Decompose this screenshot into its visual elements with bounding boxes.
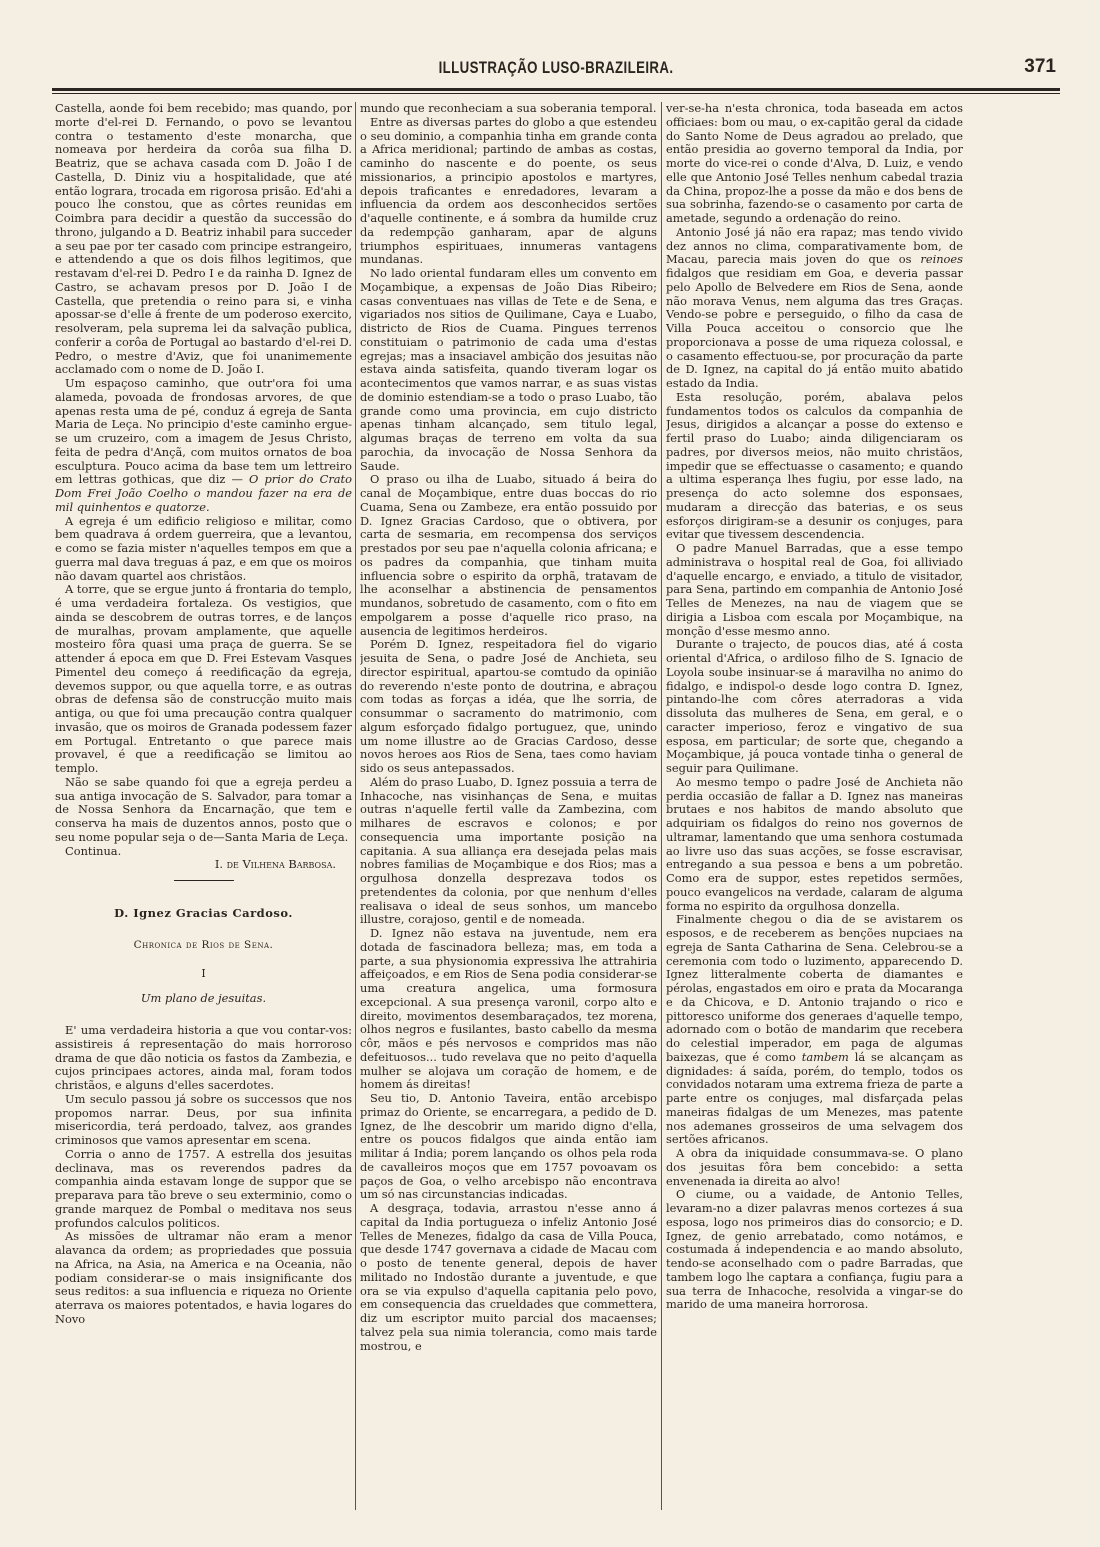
inscription-quote: O prior do Crato Dom Frei João Coelho o mandou fazer na era de mil quinhentos e quatorze. bbox=[55, 472, 352, 514]
column-2 bbox=[360, 102, 657, 1512]
paragraph-text: Um espaçoso caminho, que outr'ora foi uma alameda, povoada de frondosas arvores, de que apenas resta uma de pé, conduz á egreja de Santa Maria de Leça. No principio d'este caminho ergue-se um cruzeiro, com a imagem de Jesus Christo, feita de pedra d'Ançã, com muitos ornatos de boa esculptura. Pouco acima da base tem um lettreiro em lettras gothicas, que diz — bbox=[55, 376, 352, 487]
paragraph: O ciume, ou a vaidade, de Antonio Telles, levaram-no a dizer palavras menos cortezes á sua esposa, logo nos primeiros dias do consorcio; e D. Ignez, de genio arrebatado, como notámos, e costumada á independencia e ao mando absoluto, tendo-se aconselhado com o padre Barradas, que tambem logo lhe captara a confiança, fugiu para a sua terra de Inhacoche, resolvida a vingar-se do marido de uma maneira horrorosa. bbox=[666, 1187, 963, 1312]
paragraph bbox=[55, 377, 352, 515]
column-3 bbox=[666, 102, 963, 1512]
chapter-number: I bbox=[201, 966, 206, 980]
paragraph-text: Antonio José já não era rapaz; mas tendo vivido dez annos no clima, comparativamente bom, de Macau, parecia mais joven do que os bbox=[666, 224, 963, 267]
paragraph: mundo que reconheciam a sua soberania temporal. bbox=[360, 102, 657, 115]
paragraph bbox=[666, 913, 963, 1147]
paragraph: Castella, aonde foi bem recebido; mas quando, por morte d'el-rei D. Fernando, o povo se levantou contra o testamento d'este monarcha, que nomeava por herdeira da corôa sua filha D. Beatriz, que se achava casada com D. João I de Castella, D. Diniz viu a hospitalidade, que até então lograra, trocada em rigorosa prisão. Ed'ahi a pouco lhe constou, que as côrtes reunidas em Coimbra para decidir a questão da successão do throno, julgando a D. Beatriz inhabil para succeder a seu pae por ter casado com principe estrangeiro, e attendendo a que os dois filhos legitimos, que restavam d'el-rei D. Pedro I e da rainha D. Ignez de Castro, se achavam presos por D. João I de Castella, que pretendia o reino para si, e vinha apossar-se d'elle á frente de um poderoso exercito, resolveram, pela suprema lei da salvação publica, conferir a corôa de Portugal ao bastardo d'el-rei D. Pedro, o mestre d'Aviz, que foi unanimemente acclamado com o nome de D. João I. bbox=[55, 102, 352, 377]
paragraph: A torre, que se ergue junto á frontaria do templo, é uma verdadeira fortaleza. Os vestigios, que ainda se descobrem de outras torres, e de lanços de muralhas, provam amplamente, que aquelle mosteiro fôra quasi uma praça de guerra. Se se attender á epoca em que D. Frei Estevam Vasques Pimentel deu começo á reedificação da egreja, devemos suppor, ou que aquella torre, e as outras obras de defensa são de construcção muito mais antiga, ou que foi uma precaução contra qualquer invasão, que os moiros de Granada podessem fazer em Portugal. Entretanto o que parece mais provavel, é que a reedificação se limitou ao templo. bbox=[55, 582, 352, 775]
paragraph: Porém D. Ignez, respeitadora fiel do vigario jesuita de Sena, o padre José de Anchieta, seu director espiritual, apartou-se comtudo da opinião do reverendo n'este ponto de doutrina, e abraçou com todas as forças a idéa, que lhe sorria, de consummar o sacramento do matrimonio, com algum esforçado fidalgo portuguez, que, unindo um nome illustre ao de Gracias Cardoso, desse novos heroes aos Rios de Sena, taes como haviam sido os seus antepassados. bbox=[360, 637, 657, 775]
paragraph: D. Ignez não estava na juventude, nem era dotada de fascinadora belleza; mas, em toda a parte, a sua physionomia expressiva lhe attrahiria affeiçoados, e em Rios de Sena podia considerar-se uma creatura angelica, uma formosura excepcional. A sua presença varonil, corpo alto e direito, movimentos desembaraçados, tez morena, olhos negros e fusilantes, basto cabello da mesma côr, mãos e pés nervosos e compridos mas não defeituosos... tudo revelava que no peito d'aquella mulher se alojava um coração de homem, e de homem ás direitas! bbox=[360, 926, 657, 1092]
emphasis-word: tambem bbox=[801, 1049, 849, 1064]
column-divider-2 bbox=[661, 102, 662, 1510]
article-separator bbox=[174, 880, 234, 881]
paragraph: Entre as diversas partes do globo a que estendeu o seu dominio, a companhia tinha em grande conta a Africa meridional; partindo de ambas as costas, caminho do nascente e do poente, os seus missionarios, a principio apostolos e martyres, depois traficantes e enredadores, levaram a influencia da ordem aos desconhecidos sertões d'aquelle continente, e á sombra da humilde cruz da redempção ganharam, apar de alguns triumphos espirituaes, innumeras vantagens mundanas. bbox=[360, 114, 657, 267]
paragraph: O praso ou ilha de Luabo, situado á beira do canal de Moçambique, entre duas boccas do rio Cuama, Sena ou Zambeze, era então possuido por D. Ignez Gracias Cardoso, que o obtivera, por carta de sesmaria, em recompensa dos serviços prestados por seu pae n'aquella colonia africana; e os padres da companhia, que tinham muita influencia sobre o espirito da orphã, tratavam de lhe aconselhar a abstinencia de pensamentos mundanos, sobretudo de casamento, com o fito em empolgarem a posse d'aquelle rico praso, na ausencia de legitimos herdeiros. bbox=[360, 472, 657, 638]
column-1 bbox=[55, 102, 352, 1512]
column-divider-1 bbox=[355, 102, 356, 1510]
paragraph: Seu tio, D. Antonio Taveira, então arcebispo primaz do Oriente, se encarregara, a pedido de D. Ignez, de lhe descobrir um marido digno d'ella, entre os poucos fidalgos que ainda então iam militar á India; porem lançando os olhos pela roda de cavalleiros moços que em 1757 povoavam os paços de Goa, o velho arcebispo não encontrava um só nas circunstancias indicadas. bbox=[360, 1091, 657, 1202]
emphasis-word: reinoes bbox=[920, 252, 963, 267]
paragraph: Não se sabe quando foi que a egreja perdeu a sua antiga invocação de S. Salvador, para tomar a de Nossa Senhora da Encarnação, que tem e conserva ha mais de duzentos annos, posto que o seu nome popular seja o de—Santa Maria de Leça. bbox=[55, 774, 352, 844]
publication-title: ILLUSTRAÇÃO LUSO-BRAZILEIRA. bbox=[438, 58, 674, 77]
paragraph: E' uma verdadeira historia a que vou contar-vos: assistireis á representação do mais horroroso drama de que dão noticia os fastos da Zambezia, e cujos principaes actores, ainda mal, foram todos christãos, e alguns d'elles sacerdotes. bbox=[55, 1023, 352, 1092]
paragraph: No lado oriental fundaram elles um convento em Moçambique, a expensas de João Dias Ribeiro; casas conventuaes nas villas de Tete e de Sena, e vigariados nos sitios de Quilimane, Caya e Luabo, districto de Rios de Cuama. Pingues terrenos constituiam o patrimonio de cada uma d'estas egrejas; mas a insaciavel ambição dos jesuitas não estava ainda satisfeita, quando tiveram logar os acontecimentos que vamos narrar, e as suas vistas de dominio estendiam-se a todo o praso Luabo, tão grande como uma provincia, em cujo districto apenas tinham alcançado, sem titulo legal, algumas braças de terreno em volta da sua parochia, da invocação de Nossa Senhora da Saude. bbox=[360, 266, 657, 473]
continua-note: Continua. bbox=[65, 843, 122, 858]
paragraph-text: fidalgos que residiam em Goa, e deveria passar pelo Apollo de Belvedere em Rios de Sena, aonde não morava Venus, nem alguma das tres Graças. Vendo-se pobre e perseguido, o filho da casa de Villa Pouca acceitou o consorcio que lhe proporcionava a posse de uma riqueza colossal, e o casamento effectuou-se, por procuração da parte de D. Ignez, na capital do já então muito abatido estado da India. bbox=[666, 266, 963, 390]
header-rule-thin bbox=[52, 93, 1060, 94]
article-subtitle: Chronica de Rios de Sena. bbox=[133, 938, 274, 951]
paragraph: Corria o anno de 1757. A estrella dos jesuitas declinava, mas os reverendos padres da companhia ainda estavam longe de suppor que se preparava para tão breve o seu exterminio, como o grande marquez de Pombal o meditava nos seus profundos calculos politicos. bbox=[55, 1146, 352, 1230]
paragraph: Esta resolução, porém, abalava pelos fundamentos todos os calculos da companhia de Jesus, dirigidos a alcançar a posse do extenso e fertil praso do Luabo; ainda diligenciaram os padres, por diversos meios, não muito christãos, impedir que se effectuasse o casamento; e quando a ultima esperança lhes fugiu, por esse lado, na presença do acto solemne dos esponsaes, mudaram a direcção das baterias, e os seus esforços dirigiram-se a desunir os conjuges, para evitar que tivessem descendencia. bbox=[666, 389, 963, 542]
paragraph: As missões de ultramar não eram a menor alavanca da ordem; as propriedades que possuia na Africa, na Asia, na America e na Oceania, não podiam considerar-se o mais insignificante dos seus reditos: a sua influencia e riqueza no Oriente aterrava os maiores potentados, e havia logares do Novo bbox=[55, 1229, 352, 1326]
masthead bbox=[52, 52, 1060, 86]
paragraph: O padre Manuel Barradas, que a esse tempo administrava o hospital real de Goa, foi alliviado d'aquelle encargo, e enviado, a titulo de visitador, para Sena, partindo em companhia de Antonio José Telles de Menezes, na nau de viagem que se dirigia a Lisboa com escala por Moçambique, na monção d'esse mesmo anno. bbox=[666, 541, 963, 638]
paragraph-text: lá se alcançam as dignidades: á saída, porém, do templo, todos os convidados notaram uma extrema frieza de parte a parte entre os conjuges, mal disfarçada pelas maneiras fidalgas de um Menezes, mas patente nos ademanes grosseiros de uma selvagem dos sertões africanos. bbox=[666, 1049, 963, 1147]
page-number: 371 bbox=[1024, 56, 1056, 77]
paragraph: A obra da iniquidade consummava-se. O plano dos jesuitas fôra bem concebido: a setta envenenada ia direita ao alvo! bbox=[666, 1146, 963, 1188]
paragraph: Um seculo passou já sobre os successos que nos propomos narrar. Deus, por sua infinita misericordia, terá perdoado, talvez, aos grandes criminosos que vamos apresentar em scena. bbox=[55, 1091, 352, 1147]
author-signature: I. de Vilhena Barbosa. bbox=[214, 857, 336, 872]
chapter-title: Um plano de jesuitas. bbox=[140, 991, 267, 1006]
header-rule-thick bbox=[52, 88, 1060, 91]
paragraph: ver-se-ha n'esta chronica, toda baseada em actos officiaes: bom ou mau, o ex-capitão geral da cidade do Santo Nome de Deus agradou ao prelado, que então presidia ao governo temporal da India, por morte do vice-rei o conde d'Alva, D. Luiz, e vendo elle que Antonio José Telles nenhum cabedal trazia da China, propoz-lhe a posse da mão e dos bens de sua sobrinha, fazendo-se o casamento por carta de ametade, segundo a ordenação do reino. bbox=[666, 102, 963, 225]
paragraph: A desgraça, todavia, arrastou n'esse anno á capital da India portugueza o infeliz Antonio José Telles de Menezes, fidalgo da casa de Villa Pouca, que desde 1747 governava a cidade de Macau com o posto de tenente general, depois de haver militado no Indostão durante a juventude, e que ora se via expulso d'aquella capitania pelo povo, em consequencia das crueldades que commettera, diz um escriptor muito parcial dos macaenses; talvez pela sua nimia tolerancia, como mais tarde mostrou, e bbox=[360, 1201, 657, 1353]
paragraph bbox=[666, 226, 963, 391]
paragraph: Além do praso Luabo, D. Ignez possuia a terra de Inhacoche, nas visinhanças de Sena, e muitas outras n'aquelle fertil valle da Zambezina, com milhares de escravos e colonos; e por consequencia uma importante posição na capitania. A sua alliança era desejada pelas mais nobres familias de Moçambique e dos Rios; mas a orgulhosa donzella desprezava todos os pretendentes da colonia, por que nenhum d'elles realisava o ideal de seus sonhos, um mancebo illustre, corajoso, gentil e de nomeada. bbox=[360, 774, 657, 927]
paragraph-text: Finalmente chegou o dia de se avistarem os esposos, e de receberem as benções nupciaes na egreja de Santa Catharina de Sena. Celebrou-se a ceremonia com todo o luzimento, apparecendo D. Ignez litteralmente coberta de diamantes e pérolas, engastados em oiro e prata da Mocaranga e da Chicova, e D. Antonio trajando o rico e pittoresco uniforme dos generaes d'aquelle tempo, adornado com o botão de mandarim que recebera do celestial imperador, em paga de algumas baixezas, que é como bbox=[666, 912, 963, 1064]
paragraph: Ao mesmo tempo o padre José de Anchieta não perdia occasião de fallar a D. Ignez nas maneiras brutaes e nos habitos de mando absoluto que adquiriam os fidalgos do reino nos governos de ultramar, lamentando que uma senhora costumada ao livre uso das suas acções, se fosse escravisar, entregando a sua pessoa e bens a um pobretão. Como era de suppor, estes repetidos sermões, pouco evangelicos na verdade, calaram de alguma forma no espirito da orgulhosa donzella. bbox=[666, 774, 963, 913]
paragraph: Durante o trajecto, de poucos dias, até á costa oriental d'Africa, o ardiloso filho de S. Ignacio de Loyola soube insinuar-se á maravilha no animo do fidalgo, e indispol-o desde logo contra D. Ignez, pintando-lhe com côres aterradoras a vida dissoluta das mulheres de Sena, em geral, e o caracter imperioso, feroz e vingativo de sua esposa, em particular; de sorte que, chegando a Moçambique, já pouca vontade tinha o general de seguir para Quilimane. bbox=[666, 637, 963, 775]
paragraph: A egreja é um edificio religioso e militar, como bem quadrava á ordem guerreira, que a levantou, e como se fazia mister n'aquelles tempos em que a guerra mal dava treguas á paz, e em que os moiros não davam quartel aos christãos. bbox=[55, 513, 352, 583]
article-title: D. Ignez Gracias Cardoso. bbox=[114, 906, 293, 920]
